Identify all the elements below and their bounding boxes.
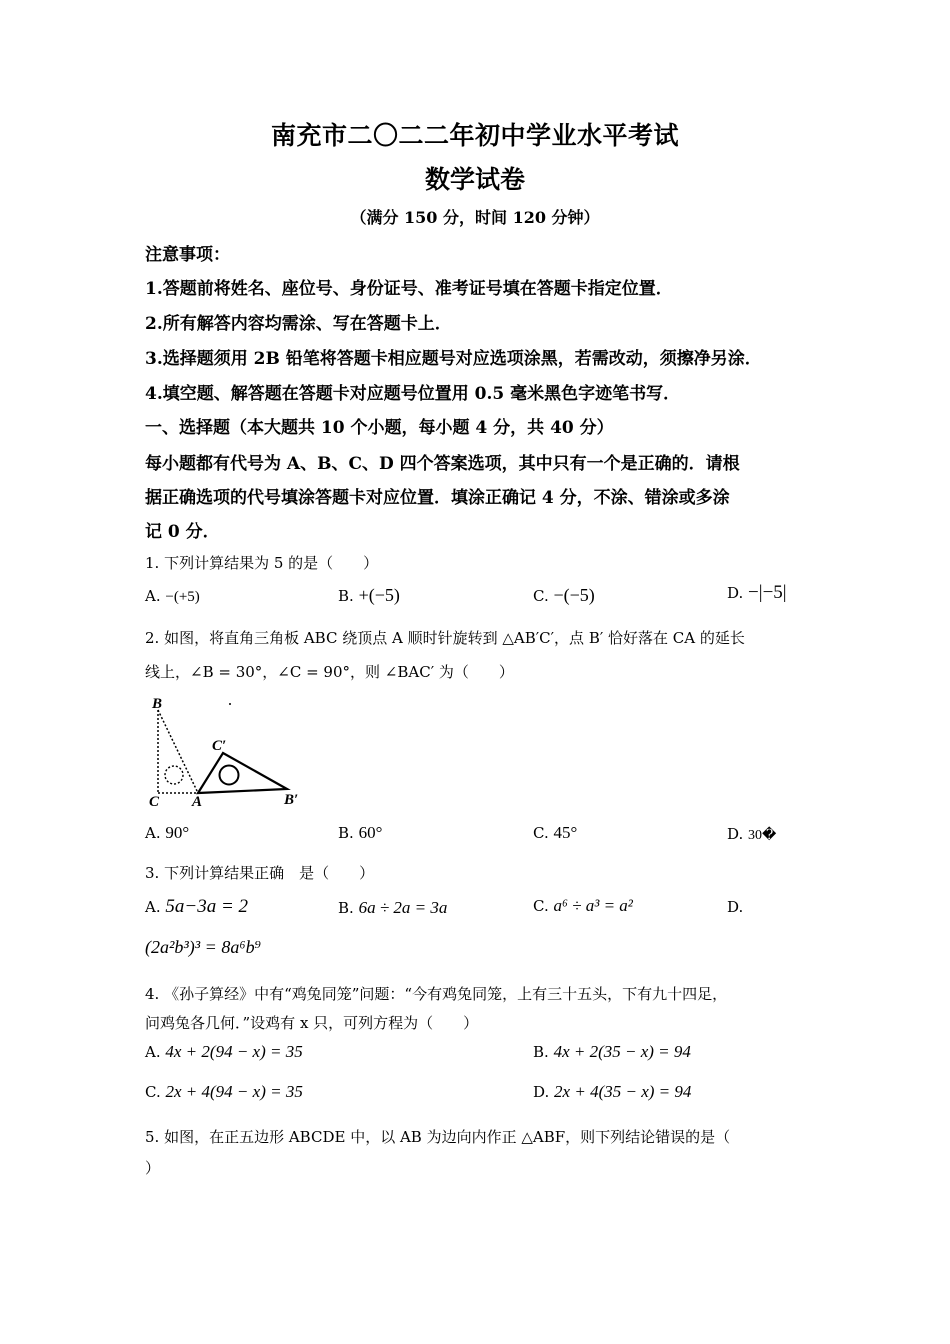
note-item: 1.答题前将姓名、座位号、身份证号、准考证号填在答题卡指定位置．	[145, 279, 673, 299]
q1-option-c: C. −(−5)	[533, 585, 595, 605]
question-4-stem-line2: 问鸡兔各几何．”设鸡有 x 只，可列方程为（ ）	[145, 1014, 479, 1032]
note-item: 2.所有解答内容均需涂、写在答题卡上．	[145, 314, 452, 334]
q3-option-d-expression: (2a²b³)³ = 8a⁶b⁹	[145, 937, 261, 957]
question-5-stem-line1: 5. 如图，在正五边形 ABCDE 中，以 AB 为边向内作正 △ABF，则下列结论错误的是（	[145, 1128, 731, 1146]
q2-option-b: B. 60°	[338, 823, 383, 842]
point-label-c: C	[149, 794, 160, 810]
section-instructions: 每小题都有代号为 A、B、C、D 四个答案选项，其中只有一个是正确的．请根	[145, 454, 740, 474]
section-instructions: 记 0 分．	[145, 522, 220, 542]
q1-option-a: A. −(+5)	[145, 587, 200, 605]
notes-heading: 注意事项：	[145, 245, 230, 265]
point-label-b: B	[152, 696, 163, 712]
q3-option-b: B. 6a ÷ 2a = 3a	[338, 898, 448, 917]
question-5-stem-line2: ）	[145, 1159, 161, 1177]
exam-subject: 数学试卷	[424, 165, 525, 194]
q4-option-d: D. 2x + 4(35 − x) = 94	[533, 1082, 692, 1101]
q2-option-a: A. 90°	[145, 823, 190, 842]
question-1-stem: 1. 下列计算结果为 5 的是（ ）	[145, 554, 379, 572]
q1-option-b: B. +(−5)	[338, 585, 400, 605]
note-item: 3.选择题须用 2B 铅笔将答题卡相应题号对应选项涂黑，若需改动，须擦净另涂．	[145, 349, 762, 369]
q4-option-a: A. 4x + 2(94 − x) = 35	[145, 1042, 303, 1061]
section-heading: 一、选择题（本大题共 10 个小题，每小题 4 分，共 40 分）	[145, 418, 614, 438]
q3-option-d: D.	[727, 898, 744, 916]
exam-meta: （满分 150 分，时间 120 分钟）	[350, 208, 600, 227]
point-label-b-prime: B′	[284, 792, 299, 808]
q2-option-c: C. 45°	[533, 823, 578, 842]
q4-option-b: B. 4x + 2(35 − x) = 94	[533, 1042, 691, 1061]
triangle-rotation-figure	[140, 693, 310, 813]
section-instructions: 据正确选项的代号填涂答题卡对应位置．填涂正确记 4 分，不涂、错涂或多涂	[145, 488, 730, 508]
question-2-stem-line2: 线上，∠B = 30°，∠C = 90°，则 ∠BAC′ 为（ ）	[145, 663, 514, 681]
q2-option-d: D. 30�	[727, 825, 777, 843]
note-item: 4.填空题、解答题在答题卡对应题号位置用 0.5 毫米黑色字迹笔书写．	[145, 384, 681, 404]
question-4-stem-line1: 4. 《孙子算经》中有“鸡兔同笼”问题：“今有鸡兔同笼，上有三十五头，下有九十四足，	[145, 985, 728, 1003]
point-label-a: A	[192, 794, 203, 810]
question-3-stem: 3. 下列计算结果正确 是（ ）	[145, 864, 375, 882]
point-label-c-prime: C′	[212, 738, 227, 754]
q3-option-a: A. 5a−3a = 2	[145, 896, 249, 917]
q4-option-c: C. 2x + 4(94 − x) = 35	[145, 1082, 303, 1101]
question-2-stem-line1: 2. 如图，将直角三角板 ABC 绕顶点 A 顺时针旋转到 △AB′C′，点 B′ 恰好落在 CA 的延长	[145, 629, 745, 647]
q3-option-c: C. a⁶ ÷ a³ = a²	[533, 896, 633, 915]
exam-title: 南充市二〇二二年初中学业水平考试	[270, 121, 679, 150]
q1-option-d: D. −|−5|	[727, 582, 787, 603]
